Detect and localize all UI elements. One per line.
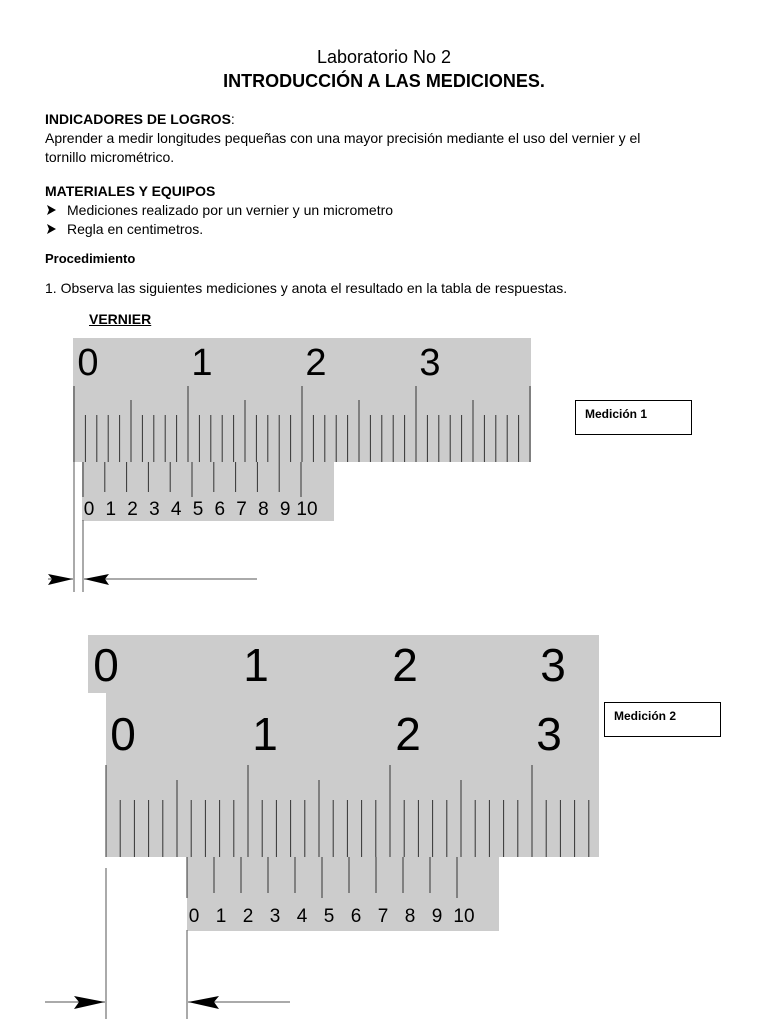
top-scale-label: 2 — [392, 639, 418, 691]
vernier-scale-label: 5 — [192, 499, 204, 520]
main-scale-label: 1 — [191, 342, 213, 384]
vernier-scale-label: 0 — [188, 906, 200, 927]
right-arrow-icon — [48, 574, 73, 585]
vernier-scale-label: 3 — [269, 906, 281, 927]
main-scale-label: 3 — [536, 708, 562, 760]
vernier-scale-label: 8 — [404, 906, 416, 927]
vernier-scale-label: 3 — [149, 499, 160, 520]
main-scale-label: 2 — [305, 342, 327, 384]
vernier-scale-label: 0 — [83, 499, 95, 520]
vernier-scale-label: 10 — [296, 499, 318, 520]
medicion-1-box[interactable]: Medición 1 — [575, 400, 692, 435]
procedimiento-heading: Procedimiento — [45, 251, 136, 266]
lab-title: Laboratorio No 2 — [316, 47, 452, 67]
vernier-scale-label: 7 — [377, 906, 389, 927]
main-scale-label: 2 — [395, 708, 421, 760]
vernier-scale-label: 7 — [236, 499, 247, 520]
procedimiento-step-1: 1. Observa las siguientes mediciones y anota el resultado en la tabla de respuestas. — [45, 280, 568, 296]
vernier-scale-label: 6 — [214, 499, 226, 520]
indicadores-text-line1: Aprender a medir longitudes pequeñas con una mayor precisión mediante el uso del vernier y el — [45, 130, 641, 146]
vernier-heading: VERNIER — [89, 311, 152, 327]
medicion-2-box[interactable]: Medición 2 — [604, 702, 721, 737]
fig2-top-scale — [88, 635, 599, 693]
indicadores-heading: INDICADORES DE LOGROS: — [45, 111, 235, 127]
main-scale-label: 0 — [77, 342, 99, 384]
indicadores-text-line2: tornillo micrométrico. — [45, 149, 175, 165]
vernier-scale-label: 6 — [350, 906, 362, 927]
vernier-scale-label: 1 — [215, 906, 227, 927]
left-arrow-icon — [84, 574, 109, 585]
main-scale-label: 1 — [252, 708, 278, 760]
materiales-heading: MATERIALES Y EQUIPOS — [45, 183, 216, 199]
fig2-main-scale — [106, 693, 599, 857]
vernier-scale-label: 9 — [279, 499, 291, 520]
vernier-scale-label: 10 — [453, 906, 475, 927]
main-scale-label: 3 — [419, 342, 441, 384]
fig2-vernier-scale — [187, 857, 499, 931]
vernier-scale-label: 4 — [296, 906, 308, 927]
vernier-scale-label: 9 — [431, 906, 443, 927]
main-scale-label: 0 — [110, 708, 136, 760]
top-scale-label: 1 — [243, 639, 269, 691]
vernier-scale-label: 1 — [105, 499, 117, 520]
lab-subtitle: INTRODUCCIÓN A LAS MEDICIONES. — [223, 71, 545, 91]
materiales-item-2: Regla en centimetros. — [67, 221, 204, 237]
right-arrow-icon — [74, 996, 105, 1009]
vernier-scale-label: 4 — [170, 499, 182, 520]
materiales-item-1: Mediciones realizado por un vernier y un micrometro — [67, 202, 394, 218]
top-scale-label: 0 — [93, 639, 119, 691]
vernier-scale-label: 2 — [242, 906, 254, 927]
top-scale-label: 3 — [540, 639, 566, 691]
left-arrow-icon — [188, 996, 219, 1009]
vernier-scale-label: 5 — [323, 906, 335, 927]
vernier-scale-label: 2 — [127, 499, 138, 520]
vernier-scale-label: 8 — [258, 499, 269, 520]
